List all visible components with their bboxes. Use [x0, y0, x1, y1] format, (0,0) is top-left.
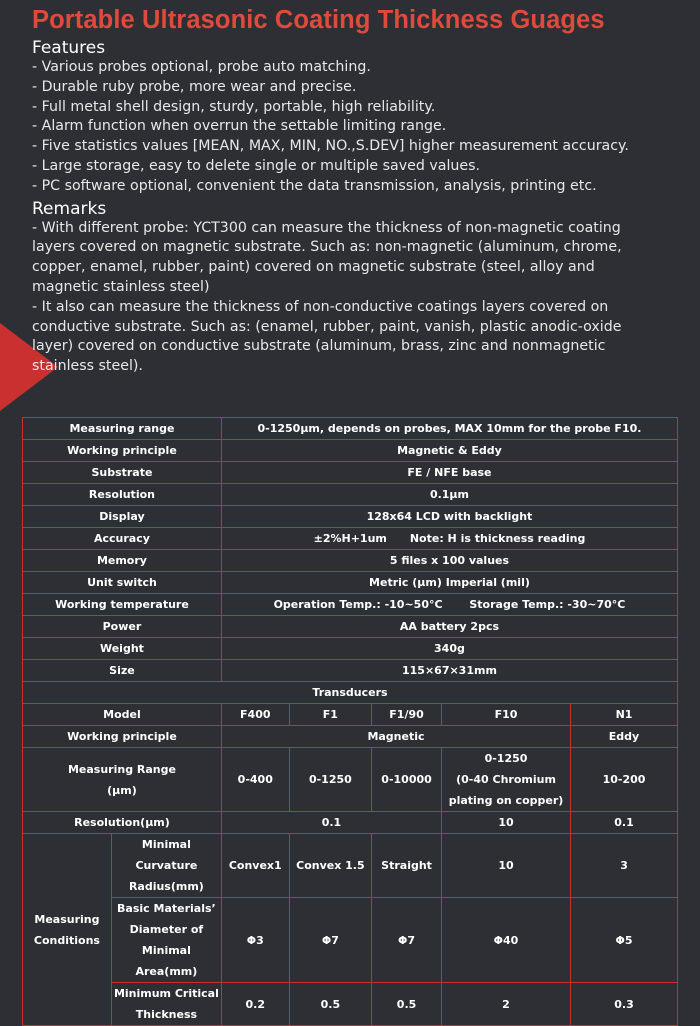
range-line: (0-40 Chromium — [456, 773, 556, 786]
table-row — [23, 440, 678, 462]
feature-item: - Full metal shell design, sturdy, portable, high reliability. — [32, 98, 436, 115]
spec-table — [22, 417, 678, 1026]
model-cell: F400 — [221, 704, 289, 726]
remarks-line: magnetic stainless steel) — [32, 278, 210, 295]
feature-item: - Alarm function when overrun the settable limiting range. — [32, 118, 447, 135]
table-row — [23, 462, 678, 484]
area-cell: Φ7 — [372, 898, 442, 983]
principle-magnetic: Magnetic — [221, 726, 570, 748]
feature-item: - Durable ruby probe, more wear and precise. — [32, 78, 357, 95]
critical-label — [111, 983, 221, 1026]
range-label-line: (μm) — [107, 783, 137, 797]
feature-item: - Five statistics values [MEAN, MAX, MIN, NO.,S.DEV] higher measurement accuracy. — [32, 138, 629, 155]
curvature-label-line: Radius(mm) — [128, 880, 204, 893]
spec-value: 340g — [221, 638, 677, 660]
spec-label: Accuracy — [23, 528, 222, 550]
table-row — [23, 594, 678, 616]
principle-eddy: Eddy — [571, 726, 678, 748]
spec-label: Working temperature — [23, 594, 222, 616]
spec-label: Working principle — [23, 440, 222, 462]
spec-label: Unit switch — [23, 572, 222, 594]
model-cell: N1 — [571, 704, 678, 726]
table-row — [23, 572, 678, 594]
table-row — [23, 528, 678, 550]
critical-cell: 2 — [441, 983, 570, 1026]
page-title: Portable Ultrasonic Coating Thickness Guages — [32, 6, 605, 34]
table-row — [23, 726, 678, 748]
resolution-cell: 0.1 — [571, 812, 678, 834]
critical-cell: 0.3 — [571, 983, 678, 1026]
spec-label: Size — [23, 660, 222, 682]
curvature-cell: 10 — [441, 834, 570, 898]
curvature-cell: Straight — [372, 834, 442, 898]
resolution-cell: 10 — [441, 812, 570, 834]
range-cell: 0-10000 — [372, 748, 442, 812]
model-cell: F10 — [441, 704, 570, 726]
table-row — [23, 484, 678, 506]
table-row — [23, 682, 678, 704]
table-row — [23, 550, 678, 572]
critical-cell: 0.5 — [372, 983, 442, 1026]
table-row — [23, 506, 678, 528]
range-label — [23, 748, 222, 812]
features-list — [32, 58, 692, 197]
spec-label: Substrate — [23, 462, 222, 484]
spec-label: Measuring range — [23, 418, 222, 440]
spec-value: FE / NFE base — [221, 462, 677, 484]
critical-label-line: Thickness — [135, 1008, 198, 1021]
remarks-line: - With different probe: YCT300 can measure the thickness of non-magnetic coating — [32, 219, 621, 236]
spec-value: 115×67×31mm — [221, 660, 677, 682]
table-row — [23, 748, 678, 812]
feature-item: - PC software optional, convenient the data transmission, analysis, printing etc. — [32, 177, 597, 194]
critical-cell: 0.2 — [221, 983, 289, 1026]
area-cell: Φ3 — [221, 898, 289, 983]
range-cell — [441, 748, 570, 812]
conditions-label-line: Measuring — [34, 912, 100, 926]
spec-value: 0.1μm — [221, 484, 677, 506]
critical-label-line: Minimum Critical — [113, 987, 219, 1000]
range-cell: 0-1250 — [289, 748, 372, 812]
range-line: 0-1250 — [484, 752, 528, 765]
spec-label: Weight — [23, 638, 222, 660]
conditions-label — [23, 834, 112, 1026]
spec-value: AA battery 2pcs — [221, 616, 677, 638]
spec-value: 5 files x 100 values — [221, 550, 677, 572]
area-cell: Φ7 — [289, 898, 372, 983]
spec-label: Memory — [23, 550, 222, 572]
table-row — [23, 660, 678, 682]
spec-value: Magnetic & Eddy — [221, 440, 677, 462]
curvature-cell: 3 — [571, 834, 678, 898]
curvature-cell: Convex1 — [221, 834, 289, 898]
remarks-text — [32, 219, 692, 377]
model-label: Model — [23, 704, 222, 726]
model-cell: F1 — [289, 704, 372, 726]
spec-value: Operation Temp.: -10~50°C Storage Temp.: -30~70°C — [221, 594, 677, 616]
range-line: plating on copper) — [448, 794, 564, 807]
remarks-heading: Remarks — [32, 198, 107, 219]
feature-item: - Various probes optional, probe auto matching. — [32, 59, 371, 75]
spec-label: Display — [23, 506, 222, 528]
table-row — [23, 983, 678, 1026]
table-row — [23, 616, 678, 638]
area-cell: Φ5 — [571, 898, 678, 983]
curvature-label — [111, 834, 221, 898]
spec-value: 0-1250μm, depends on probes, MAX 10mm for the probe F10. — [221, 418, 677, 440]
conditions-label-line: Conditions — [33, 933, 100, 947]
curvature-cell: Convex 1.5 — [289, 834, 372, 898]
transducers-heading: Transducers — [23, 682, 678, 704]
curvature-label-line: Minimal Curvature — [135, 838, 198, 872]
area-label-line: Area(mm) — [135, 965, 198, 978]
remarks-line: - It also can measure the thickness of non-conductive coatings layers covered on — [32, 298, 609, 315]
table-row — [23, 898, 678, 983]
spec-value: 128x64 LCD with backlight — [221, 506, 677, 528]
range-cell: 0-400 — [221, 748, 289, 812]
resolution-cell: 0.1 — [221, 812, 441, 834]
area-label — [111, 898, 221, 983]
range-cell: 10-200 — [571, 748, 678, 812]
remarks-line: layer) covered on conductive substrate (aluminum, brass, zinc and nonmagnetic — [32, 338, 606, 355]
range-label-line: Measuring Range — [67, 762, 176, 776]
critical-cell: 0.5 — [289, 983, 372, 1026]
text-content — [32, 0, 692, 377]
model-cell: F1/90 — [372, 704, 442, 726]
features-heading: Features — [32, 38, 106, 58]
table-row — [23, 834, 678, 898]
table-row — [23, 704, 678, 726]
spec-label: Power — [23, 616, 222, 638]
spec-value: ±2%H+1um Note: H is thickness reading — [221, 528, 677, 550]
table-row — [23, 418, 678, 440]
area-cell: Φ40 — [441, 898, 570, 983]
table-row — [23, 812, 678, 834]
principle-label: Working principle — [23, 726, 222, 748]
remarks-line: layers covered on magnetic substrate. Such as: non-magnetic (aluminum, chrome, — [32, 239, 622, 256]
spec-value: Metric (μm) Imperial (mil) — [221, 572, 677, 594]
feature-item: - Large storage, easy to delete single or multiple saved values. — [32, 157, 481, 174]
remarks-line: conductive substrate. Such as: (enamel, rubber, paint, vanish, plastic anodic-oxide — [32, 318, 622, 335]
area-label-line: Diameter of Minimal — [129, 923, 204, 957]
remarks-line: copper, enamel, rubber, paint) covered on magnetic substrate (steel, alloy and — [32, 259, 595, 276]
resolution-label: Resolution(μm) — [23, 812, 222, 834]
area-label-line: Basic Materials’ — [117, 902, 216, 915]
remarks-line: stainless steel). — [32, 358, 143, 375]
table-row — [23, 638, 678, 660]
spec-label: Resolution — [23, 484, 222, 506]
